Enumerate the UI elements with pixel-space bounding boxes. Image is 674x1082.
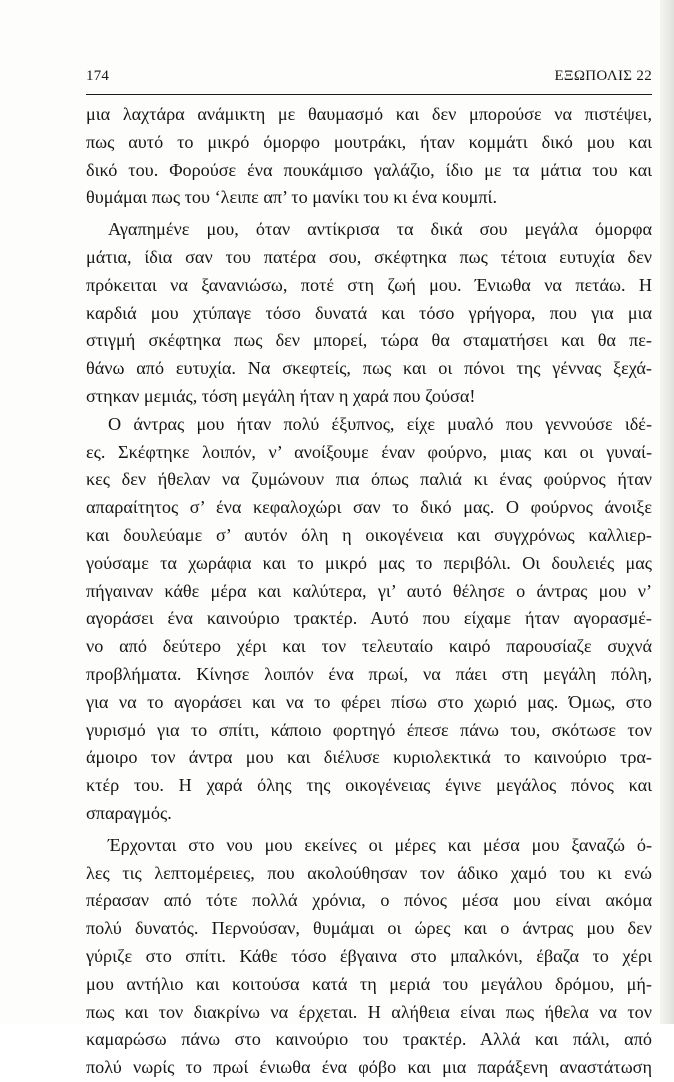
text-line: Έρχονται στο νου μου εκείνες οι μέρες και μέσα μου ξαναζώ ό- — [108, 834, 652, 855]
text-line: πέρασαν από τότε πολλά χρόνια, ο πόνος μέσα μου είναι ακόμα — [86, 890, 652, 911]
text-line: θυμάμαι πως του ‘λειπε απ’ το μανίκι του κι ένα κουμπί. — [86, 187, 497, 208]
text-line: λες τις λεπτομέρειες, που ακολούθησαν τον άδικο χαμό του κι ενώ — [86, 862, 652, 883]
paragraph — [86, 832, 652, 1082]
text-line: και δουλεύαμε σ’ αυτόν όλη η οικογένεια και συγχρόνως καλλιερ- — [86, 524, 652, 545]
text-line: νο από δεύτερο χέρι και τον τελευταίο καιρό παρουσίαζε συχνά — [86, 636, 652, 657]
text-line: πως αυτό το μικρό όμορφο μουτράκι, ήταν κομμάτι δικό μου και — [86, 131, 652, 152]
text-line: μια λαχτάρα ανάμικτη με θαυμασμό και δεν μπορούσε να πιστέψει, — [86, 104, 652, 124]
text-line: Ο άντρας μου ήταν πολύ έξυπνος, είχε μυαλό που γεννούσε ιδέ- — [108, 413, 652, 434]
paragraph — [86, 216, 652, 411]
text-line: πολύ δυνατός. Περνούσαν, θυμάμαι οι ώρες και ο άντρας μου δεν — [86, 918, 652, 939]
page-number: 174 — [86, 68, 110, 84]
text-line: πολύ νωρίς το πρωί ένιωθα ένα φόβο και μια παράξενη αναστάτωση — [86, 1057, 652, 1078]
body-text — [86, 101, 652, 1082]
paragraph — [86, 411, 652, 828]
text-line: κες δεν ήθελαν να ζυμώνουν πια όπως παλιά κι ένας φούρνος ήταν — [86, 469, 652, 490]
page-edge-shadow — [660, 0, 674, 1024]
text-line: πήγαιναν κάθε μέρα και καλύτερα, γι’ αυτό θέλησε ο άντρας μου ν’ — [86, 580, 652, 601]
text-line: Αγαπημένε μου, όταν αντίκρισα τα δικά σου μεγάλα όμορφα — [108, 219, 652, 240]
paragraph — [86, 101, 652, 212]
text-line: μάτια, ίδια σαν του πατέρα σου, σκέφτηκα πως τέτοια ευτυχία δεν — [86, 246, 652, 267]
text-line: απαραίτητος σ’ ένα κεφαλοχώρι σαν το δικό μας. Ο φούρνος άνοιξε — [86, 497, 652, 518]
text-line: στηκαν μεμιάς, τόση μεγάλη ήταν η χαρά που ζούσα! — [86, 385, 476, 406]
text-line: γύριζε στο σπίτι. Κάθε τόσο έβγαινα στο μπαλκόνι, έβαζα το χέρι — [86, 945, 652, 966]
text-line: καμαρώσω πάνω στο καινούριο του τρακτέρ. Αλλά και πάλι, από — [86, 1029, 652, 1050]
text-line: άμοιρο τον άντρα μου και διέλυσε κυριολεκτικά το καινούριο τρα- — [86, 747, 652, 768]
text-line: μου αντήλιο και κοιτούσα κατά τη μεριά του μεγάλου δρόμου, μή- — [86, 973, 652, 994]
text-line: καρδιά μου χτύπαγε τόσο δυνατά και τόσο γρήγορα, που για μια — [86, 302, 652, 323]
text-line: αγοράσει ένα καινούριο τρακτέρ. Αυτό που είχαμε ήταν αγορασμέ- — [86, 608, 652, 629]
text-line: σπαραγμός. — [86, 802, 172, 823]
text-line: για να το αγοράσει και να το φέρει πίσω στο χωριό μας. Όμως, στο — [86, 691, 652, 712]
text-line: προβλήματα. Κίνησε λοιπόν ένα πρωί, να πάει στη μεγάλη πόλη, — [86, 663, 652, 684]
running-head: ΕΞΩΠΟΛΙΣ 22 — [554, 68, 652, 84]
header-rule — [86, 94, 652, 95]
page-header — [86, 64, 652, 90]
text-line: πρόκειται να ξανανιώσω, ποτέ στη ζωή μου. Ένιωθα να πετάω. Η — [86, 274, 652, 295]
text-line: γούσαμε τα χωράφια και το μικρό μας το περιβόλι. Οι δουλειές μας — [86, 552, 652, 573]
text-line: γυρισμό για το σπίτι, κάποιο φορτηγό έπεσε πάνω του, σκότωσε τον — [86, 719, 652, 740]
text-line: δικό του. Φορούσε ένα πουκάμισο γαλάζιο, ίδιο με τα μάτια του και — [86, 159, 652, 180]
text-line: κτέρ του. Η χαρά όλης της οικογένειας έγινε μεγάλος πόνος και — [86, 775, 652, 796]
text-line: ες. Σκέφτηκε λοιπόν, ν’ ανοίξουμε έναν φούρνο, μιας και οι γυναί- — [86, 441, 652, 462]
text-line: πως και τον διακρίνω να έρχεται. Η αλήθεια είναι πως ήθελα να τον — [86, 1001, 652, 1022]
text-line: θάνω από ευτυχία. Να σκεφτείς, πως και οι πόνοι της γέννας ξεχά- — [86, 358, 652, 379]
text-line: στιγμή σκέφτηκα πως δεν μπορεί, τώρα θα σταματήσει και θα πε- — [86, 330, 652, 351]
